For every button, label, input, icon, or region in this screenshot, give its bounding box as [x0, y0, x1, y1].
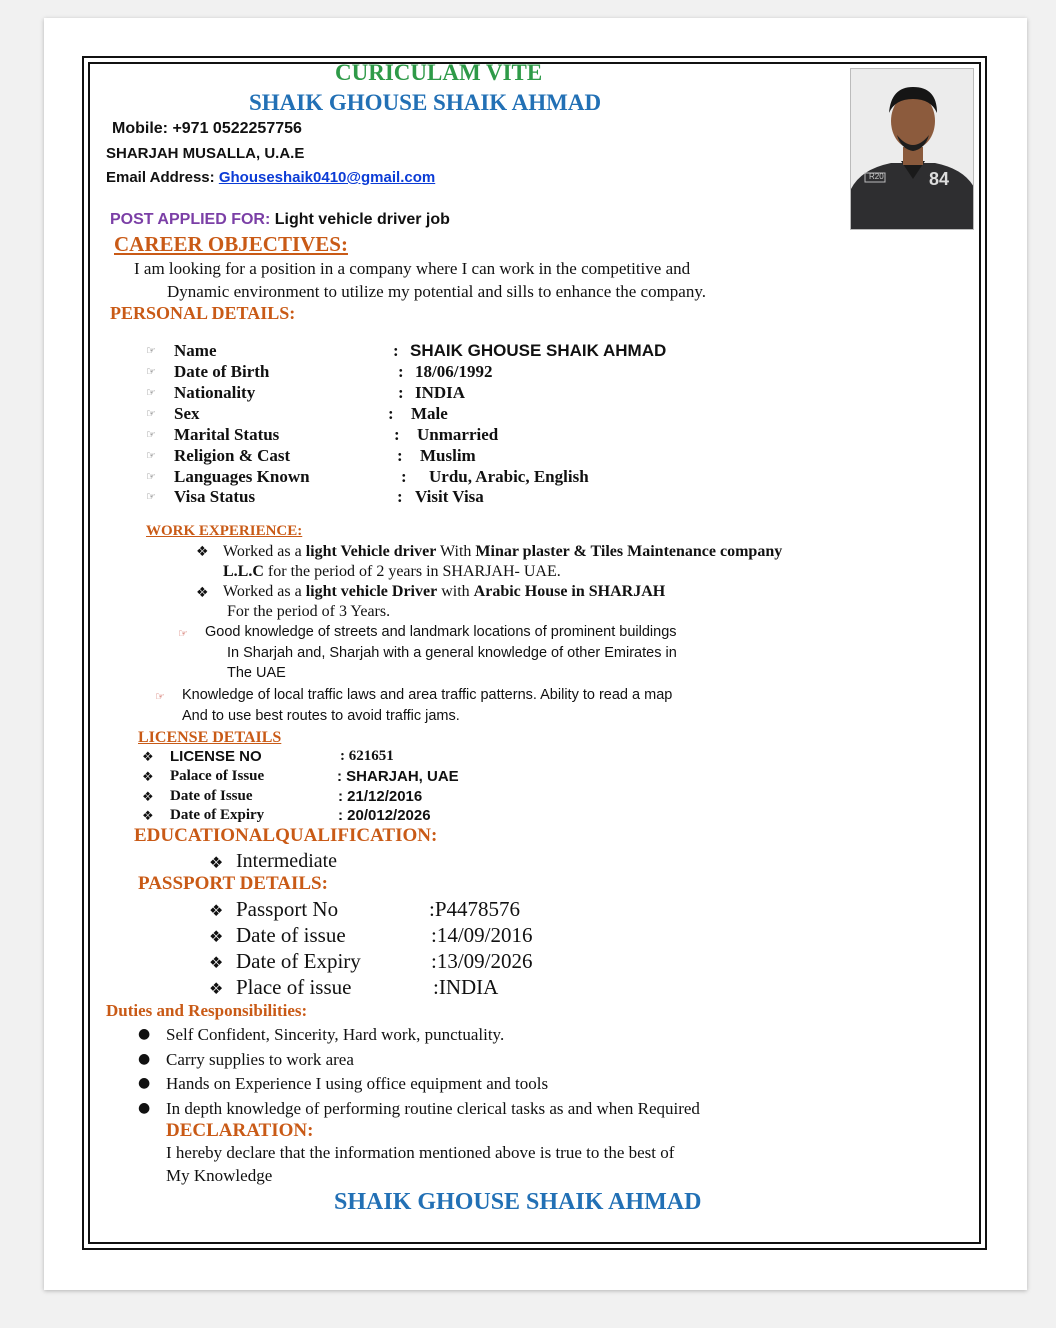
- shirt-badge-text: R20: [869, 172, 884, 181]
- bullet-dot-icon: ●: [138, 1026, 151, 1042]
- bullet-dot-icon: ●: [138, 1051, 151, 1067]
- work-item-2-line-1: [223, 583, 665, 601]
- personal-colon: :: [393, 341, 399, 360]
- post-applied-value: Light vehicle driver job: [274, 211, 450, 228]
- passport-value: :14/09/2016: [431, 923, 533, 947]
- personal-value: Muslim: [420, 446, 476, 465]
- work-item-4-line-1: Knowledge of local traffic laws and area traffic patterns. Ability to read a map: [182, 687, 673, 703]
- work-item-4-line-2: And to use best routes to avoid traffic jams.: [182, 708, 460, 724]
- work-company: Arabic House in SHARJAH: [473, 583, 666, 600]
- personal-colon: :: [388, 404, 394, 423]
- pointing-hand-icon: ☞: [146, 344, 156, 357]
- personal-label: Date of Birth: [174, 362, 270, 381]
- passport-value: :P4478576: [429, 897, 521, 921]
- license-value: : 20/012/2026: [338, 807, 431, 824]
- work-item-1-line-2: [223, 563, 561, 581]
- work-item-1-line-1: [223, 543, 782, 561]
- license-label: LICENSE NO: [170, 748, 262, 765]
- diamond-bullet-icon: ❖: [142, 809, 154, 824]
- passport-label: Passport No: [236, 897, 339, 921]
- education-heading: EDUCATIONALQUALIFICATION:: [134, 825, 438, 846]
- passport-value: :13/09/2026: [431, 949, 533, 973]
- personal-value: Urdu, Arabic, English: [429, 467, 589, 486]
- post-applied-line: [110, 211, 450, 229]
- candidate-name-heading: SHAIK GHOUSE SHAIK AHMAD: [249, 90, 602, 115]
- declaration-line-2: My Knowledge: [166, 1166, 273, 1185]
- declaration-line-1: I hereby declare that the information mentioned above is true to the best of: [166, 1143, 675, 1162]
- personal-value: Visit Visa: [415, 487, 484, 506]
- address: SHARJAH MUSALLA, U.A.E: [106, 145, 305, 162]
- pointing-hand-icon: ☞: [146, 490, 156, 503]
- personal-colon: :: [397, 446, 403, 465]
- diamond-bullet-icon: ❖: [142, 750, 154, 765]
- diamond-bullet-icon: ❖: [142, 790, 154, 805]
- career-objective-line-1: I am looking for a position in a company where I can work in the competitive and: [134, 259, 691, 278]
- work-item-2-line-2: For the period of 3 Years.: [227, 603, 391, 620]
- diamond-bullet-icon: ❖: [209, 853, 224, 872]
- work-text: for the period of 2 years in SHARJAH- UAE.: [263, 563, 561, 580]
- personal-colon: :: [398, 383, 404, 402]
- personal-value: 18/06/1992: [415, 362, 493, 381]
- license-value: : SHARJAH, UAE: [337, 768, 459, 785]
- passport-label: Date of issue: [236, 923, 346, 947]
- personal-value: Unmarried: [417, 425, 499, 444]
- diamond-bullet-icon: ❖: [209, 901, 224, 920]
- personal-value: SHAIK GHOUSE SHAIK AHMAD: [410, 341, 667, 360]
- pointing-hand-icon: ☞: [146, 470, 156, 483]
- pointing-hand-icon: ☞: [146, 386, 156, 399]
- personal-details-heading: PERSONAL DETAILS:: [110, 303, 296, 323]
- work-role: light Vehicle driver: [305, 543, 437, 560]
- license-details-heading: LICENSE DETAILS: [138, 729, 282, 746]
- license-value: : 621651: [340, 748, 394, 764]
- email-link[interactable]: Ghouseshaik0410@gmail.com: [218, 169, 436, 186]
- diamond-bullet-icon: ❖: [196, 544, 209, 560]
- personal-colon: :: [394, 425, 400, 444]
- shirt-number-text: 84: [929, 169, 950, 189]
- pointing-hand-icon: ☞: [146, 428, 156, 441]
- license-label: Palace of Issue: [170, 768, 265, 784]
- document-title: CURICULAM VITE: [335, 60, 543, 85]
- personal-label: Sex: [174, 404, 200, 423]
- personal-colon: :: [401, 467, 407, 486]
- diamond-bullet-icon: ❖: [209, 953, 224, 972]
- bullet-dot-icon: ●: [138, 1075, 151, 1091]
- work-company: Minar plaster & Tiles Maintenance company: [475, 543, 783, 560]
- work-experience-heading: WORK EXPERIENCE:: [146, 523, 303, 539]
- work-item-3-line-2: In Sharjah and, Sharjah with a general knowledge of other Emirates in: [227, 645, 677, 661]
- work-text: With: [436, 543, 476, 560]
- personal-label: Nationality: [174, 383, 256, 402]
- career-objectives-heading: CAREER OBJECTIVES:: [114, 232, 348, 256]
- mobile-number: Mobile: +971 0522257756: [112, 120, 302, 137]
- passport-details-heading: PASSPORT DETAILS:: [138, 873, 328, 894]
- duties-heading: Duties and Responsibilities:: [106, 1001, 308, 1020]
- personal-colon: :: [397, 487, 403, 506]
- personal-colon: :: [398, 362, 404, 381]
- passport-value: :INDIA: [433, 975, 499, 999]
- license-label: Date of Issue: [170, 788, 253, 804]
- duty-item: Carry supplies to work area: [166, 1050, 354, 1069]
- duty-item: Self Confident, Sincerity, Hard work, punctuality.: [166, 1025, 505, 1044]
- personal-value: INDIA: [415, 383, 466, 402]
- license-value: : 21/12/2016: [338, 788, 423, 805]
- work-role: light vehicle Driver: [305, 583, 438, 600]
- duty-item: In depth knowledge of performing routine clerical tasks as and when Required: [166, 1099, 700, 1118]
- personal-label: Visa Status: [174, 487, 256, 506]
- passport-label: Place of issue: [236, 975, 352, 999]
- pointing-hand-icon: ☞: [146, 449, 156, 462]
- license-label: Date of Expiry: [170, 807, 265, 823]
- email-label: Email Address:: [106, 169, 219, 186]
- pointing-hand-icon: ☞: [155, 690, 165, 703]
- person-portrait-icon: [851, 69, 974, 230]
- profile-photo: [850, 68, 974, 230]
- work-company-suffix: L.L.C: [223, 563, 264, 580]
- personal-label: Name: [174, 341, 217, 360]
- education-item: Intermediate: [236, 850, 338, 872]
- duty-item: Hands on Experience I using office equipment and tools: [166, 1074, 549, 1093]
- work-text: with: [437, 583, 474, 600]
- work-item-3-line-1: Good knowledge of streets and landmark locations of prominent buildings: [205, 624, 677, 640]
- work-text: Worked as a: [223, 583, 306, 600]
- pointing-hand-icon: ☞: [146, 365, 156, 378]
- pointing-hand-icon: ☞: [146, 407, 156, 420]
- career-objective-line-2: Dynamic environment to utilize my potential and sills to enhance the company.: [167, 282, 706, 301]
- work-text: Worked as a: [223, 543, 306, 560]
- post-applied-label: POST APPLIED FOR:: [110, 211, 271, 228]
- passport-label: Date of Expiry: [236, 949, 361, 973]
- diamond-bullet-icon: ❖: [209, 979, 224, 998]
- bullet-dot-icon: ●: [138, 1100, 151, 1116]
- diamond-bullet-icon: ❖: [196, 585, 209, 601]
- personal-label: Languages Known: [174, 467, 310, 486]
- personal-label: Religion & Cast: [174, 446, 291, 465]
- work-item-3-line-3: The UAE: [227, 665, 286, 681]
- email-line: [106, 169, 435, 186]
- signature-name: SHAIK GHOUSE SHAIK AHMAD: [334, 1189, 702, 1215]
- diamond-bullet-icon: ❖: [142, 770, 154, 785]
- personal-label: Marital Status: [174, 425, 280, 444]
- diamond-bullet-icon: ❖: [209, 927, 224, 946]
- declaration-heading: DECLARATION:: [166, 1120, 314, 1141]
- personal-value: Male: [411, 404, 448, 423]
- pointing-hand-icon: ☞: [178, 627, 188, 640]
